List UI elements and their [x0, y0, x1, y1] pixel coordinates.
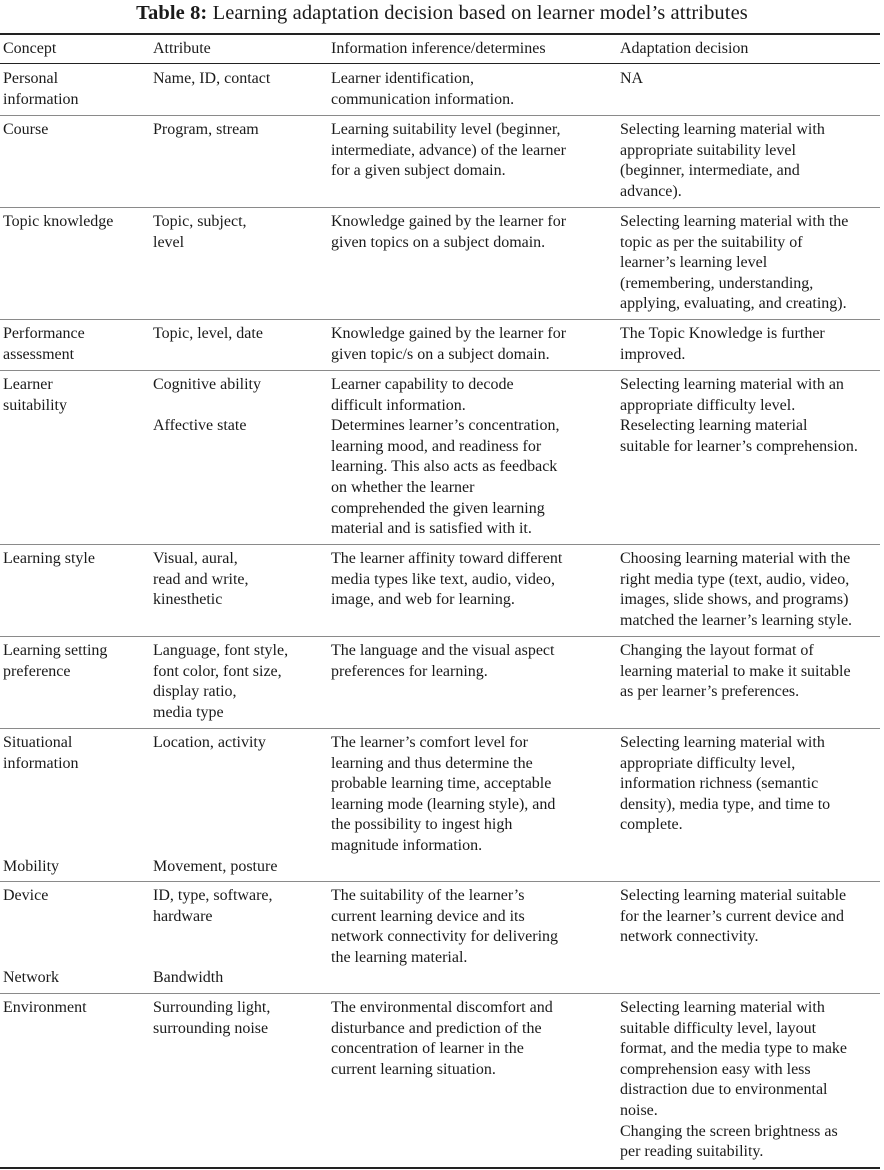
row-divider [0, 993, 880, 994]
cell-inference: magnitude information. [331, 837, 483, 854]
cell-concept: Learning setting [3, 642, 108, 659]
table-rule [0, 63, 880, 64]
cell-decision: NA [620, 70, 644, 87]
cell-decision: Choosing learning material with the [620, 550, 851, 567]
cell-inference: The environmental discomfort and [331, 999, 553, 1016]
header-inference: Information inference/determines [331, 40, 546, 57]
cell-decision: as per learner’s preferences. [620, 683, 800, 701]
cell-attribute: Location, activity [153, 734, 266, 751]
cell-decision: learner’s learning level [620, 254, 768, 272]
cell-decision: suitable difficulty level, layout [620, 1019, 817, 1037]
cell-attribute: Surrounding light, [153, 999, 271, 1016]
cell-concept: Topic knowledge [3, 213, 114, 230]
table-caption-label: Table 8: [136, 2, 208, 24]
cell-concept: suitability [3, 396, 67, 414]
cell-attribute: Affective state [153, 417, 247, 435]
header-attribute: Attribute [153, 40, 211, 57]
cell-inference: concentration of learner in the [331, 1040, 524, 1058]
cell-attribute: kinesthetic [153, 591, 223, 609]
cell-decision: matched the learner’s learning style. [620, 611, 853, 629]
cell-inference: communication information. [331, 90, 515, 108]
row-divider [0, 544, 880, 545]
cell-decision: suitable for learner’s comprehension. [620, 437, 858, 455]
cell-attribute: Cognitive ability [153, 376, 261, 393]
cell-attribute: ID, type, software, [153, 887, 273, 904]
cell-decision: applying, evaluating, and creating). [620, 295, 847, 313]
cell-decision: Reselecting learning material [620, 417, 808, 435]
cell-inference: preferences for learning. [331, 662, 488, 680]
cell-attribute: Bandwidth [153, 969, 224, 987]
row-divider [0, 319, 880, 320]
cell-concept: Course [3, 121, 49, 138]
cell-inference: the possibility to ingest high [331, 816, 513, 834]
cell-decision: for the learner’s current device and [620, 907, 845, 925]
cell-decision: appropriate difficulty level. [620, 396, 796, 414]
cell-concept: Mobility [3, 857, 60, 875]
header-decision: Adaptation decision [620, 40, 749, 57]
cell-inference: probable learning time, acceptable [331, 775, 552, 793]
cell-decision: Selecting learning material with an [620, 376, 844, 393]
cell-inference: Learning suitability level (beginner, [331, 121, 561, 138]
cell-inference: The learner’s comfort level for [331, 734, 528, 751]
cell-attribute: read and write, [153, 570, 249, 588]
cell-attribute: font color, font size, [153, 662, 282, 680]
cell-inference: intermediate, advance) of the learner [331, 141, 566, 159]
cell-inference: The learner affinity toward different [331, 550, 563, 567]
cell-inference: The language and the visual aspect [331, 642, 555, 659]
cell-inference: Learner capability to decode [331, 376, 514, 393]
cell-decision: improved. [620, 345, 686, 363]
cell-decision: (remembering, understanding, [620, 274, 814, 292]
cell-inference: image, and web for learning. [331, 591, 515, 609]
cell-decision: right media type (text, audio, video, [620, 570, 850, 588]
cell-concept: Situational [3, 734, 73, 751]
cell-inference: given topics on a subject domain. [331, 233, 546, 251]
cell-inference: Determines learner’s concentration, [331, 417, 560, 435]
cell-decision: information richness (semantic [620, 775, 819, 793]
cell-inference: network connectivity for delivering [331, 928, 559, 946]
cell-inference: learning. This also acts as feedback [331, 458, 558, 476]
cell-attribute: Program, stream [153, 121, 259, 138]
cell-inference: Learner identification, [331, 70, 475, 87]
cell-decision: The Topic Knowledge is further [620, 325, 825, 342]
cell-decision: Changing the layout format of [620, 642, 814, 659]
cell-decision: Changing the screen brightness as [620, 1122, 838, 1140]
cell-decision: density), media type, and time to [620, 795, 831, 813]
cell-inference: material and is satisfied with it. [331, 520, 532, 538]
cell-decision: learning material to make it suitable [620, 662, 851, 680]
cell-concept: Performance [3, 325, 85, 342]
cell-attribute: Topic, subject, [153, 213, 247, 230]
row-divider [0, 728, 880, 729]
cell-inference: current learning situation. [331, 1060, 496, 1078]
cell-decision: topic as per the suitability of [620, 233, 803, 251]
table-rule [0, 33, 880, 35]
cell-concept: Personal [3, 70, 59, 87]
row-divider [0, 881, 880, 882]
cell-inference: learning and thus determine the [331, 754, 533, 772]
cell-decision: appropriate difficulty level, [620, 754, 796, 772]
cell-decision: Selecting learning material suitable [620, 887, 847, 904]
cell-inference: learning mode (learning style), and [331, 795, 556, 813]
cell-concept: Learning style [3, 550, 95, 567]
cell-inference: difficult information. [331, 396, 466, 414]
cell-decision: complete. [620, 816, 683, 834]
cell-decision: images, slide shows, and programs) [620, 591, 849, 609]
cell-attribute: Visual, aural, [153, 550, 238, 567]
cell-attribute: display ratio, [153, 683, 237, 701]
cell-concept: Learner [3, 376, 53, 393]
cell-inference: the learning material. [331, 948, 468, 966]
table-caption-text: Learning adaptation decision based on learner model’s attributes [212, 2, 748, 24]
cell-inference: on whether the learner [331, 479, 475, 496]
cell-decision: Selecting learning material with [620, 121, 825, 138]
row-divider [0, 115, 880, 116]
cell-attribute: Topic, level, date [153, 325, 263, 342]
cell-inference: current learning device and its [331, 907, 525, 925]
cell-inference: The suitability of the learner’s [331, 887, 525, 904]
table-rule [0, 1167, 880, 1169]
cell-inference: disturbance and prediction of the [331, 1019, 542, 1037]
cell-attribute: Language, font style, [153, 642, 289, 659]
row-divider [0, 636, 880, 637]
cell-concept: Environment [3, 999, 87, 1016]
cell-attribute: hardware [153, 907, 213, 925]
cell-concept: Device [3, 887, 49, 904]
cell-decision: Selecting learning material with [620, 999, 825, 1016]
cell-attribute: level [153, 233, 185, 251]
cell-inference: comprehended the given learning [331, 499, 545, 517]
cell-decision: Selecting learning material with [620, 734, 825, 751]
cell-decision: Selecting learning material with the [620, 213, 849, 230]
cell-decision: comprehension easy with less [620, 1060, 811, 1078]
cell-decision: noise. [620, 1102, 658, 1119]
cell-attribute: media type [153, 703, 224, 721]
cell-decision: format, and the media type to make [620, 1040, 848, 1058]
cell-attribute: surrounding noise [153, 1019, 269, 1037]
cell-concept: information [3, 90, 79, 108]
header-concept: Concept [3, 40, 57, 57]
cell-concept: preference [3, 662, 71, 680]
row-divider [0, 207, 880, 208]
cell-decision: distraction due to environmental [620, 1081, 828, 1099]
cell-decision: advance). [620, 182, 682, 200]
cell-decision: network connectivity. [620, 928, 759, 946]
table-caption [0, 1, 884, 25]
cell-decision: per reading suitability. [620, 1143, 764, 1161]
row-divider [0, 370, 880, 371]
cell-attribute: Movement, posture [153, 857, 278, 875]
cell-inference: Knowledge gained by the learner for [331, 213, 567, 230]
cell-inference: Knowledge gained by the learner for [331, 325, 567, 342]
cell-attribute: Name, ID, contact [153, 70, 271, 87]
cell-inference: media types like text, audio, video, [331, 570, 555, 588]
cell-concept: assessment [3, 345, 75, 363]
cell-inference: learning mood, and readiness for [331, 437, 542, 455]
cell-concept: information [3, 754, 79, 772]
cell-decision: (beginner, intermediate, and [620, 162, 800, 180]
cell-concept: Network [3, 969, 59, 987]
cell-decision: appropriate suitability level [620, 141, 796, 159]
cell-inference: given topic/s on a subject domain. [331, 345, 550, 363]
cell-inference: for a given subject domain. [331, 162, 506, 180]
